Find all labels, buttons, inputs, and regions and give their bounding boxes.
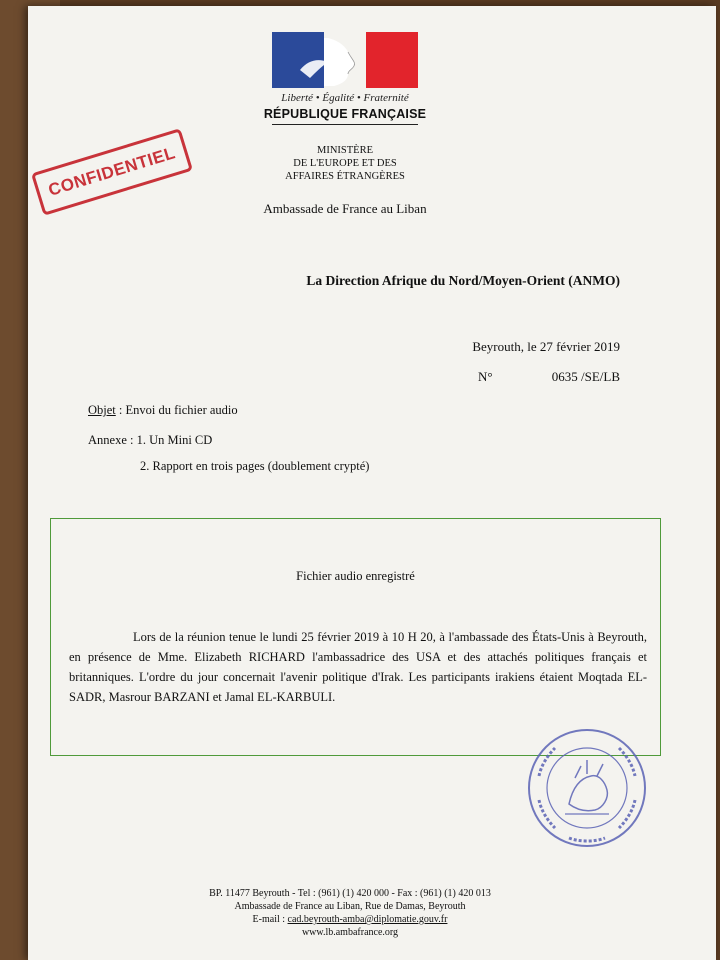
footer-address: Ambassade de France au Liban, Rue de Damas, Beyrouth — [234, 901, 466, 912]
content-box — [50, 518, 661, 756]
republic-name: RÉPUBLIQUE FRANÇAISE — [263, 107, 427, 121]
embassy-name: Ambassade de France au Liban — [263, 201, 427, 216]
confidential-stamp: CONFIDENTIEL — [31, 128, 193, 216]
footer-email-line — [150, 913, 550, 926]
ministry-line: MINISTÈRE — [317, 145, 373, 156]
subject-text: : Envoi du fichier audio — [115, 403, 238, 417]
recipient-direction: La Direction Afrique du Nord/Moyen-Orient (ANMO) — [306, 273, 620, 288]
ministry-line: AFFAIRES ÉTRANGÈRES — [285, 171, 405, 182]
embassy-seal-icon — [525, 726, 649, 850]
marianne-logo — [270, 30, 420, 100]
republic-motto: Liberté • Égalité • Fraternité — [281, 92, 409, 104]
reference-number-label: N° — [478, 369, 493, 384]
footer-email-link[interactable]: cad.beyrouth-amba@diplomatie.gouv.fr — [287, 914, 448, 925]
box-body: Lors de la réunion tenue le lundi 25 février 2019 à 10 H 20, à l'ambassade des États-Unis à Beyrouth, en présence de Mme. Elizabeth RICHARD l'ambassadrice des USA et des attachés politiques français et britanniques. L'ordre du jour concernait l'avenir politique d'Irak. Les participants irakiens étaient Moqtada EL-SADR, Masrour BARZANI et Jamal EL-KARBULI. — [69, 630, 647, 704]
letter-footer — [150, 887, 550, 939]
ministry-name — [240, 144, 450, 183]
letter-date: Beyrouth, le 27 février 2019 — [472, 339, 620, 354]
logo-divider — [272, 124, 418, 125]
footer-email-label: E-mail : — [252, 914, 288, 925]
reference-number: 0635 /SE/LB — [551, 369, 620, 384]
ministry-line: DE L'EUROPE ET DES — [293, 158, 397, 169]
footer-contact: BP. 11477 Beyrouth - Tel : (961) (1) 420 000 - Fax : (961) (1) 420 013 — [209, 888, 491, 899]
box-title: Fichier audio enregistré — [296, 569, 415, 583]
annex-item-1: Annexe : 1. Un Mini CD — [88, 433, 213, 447]
annex-item-2: 2. Rapport en trois pages (doublement crypté) — [140, 459, 370, 473]
subject-line — [88, 403, 238, 418]
footer-website[interactable]: www.lb.ambafrance.org — [301, 927, 399, 938]
subject-label: Objet — [88, 403, 116, 417]
